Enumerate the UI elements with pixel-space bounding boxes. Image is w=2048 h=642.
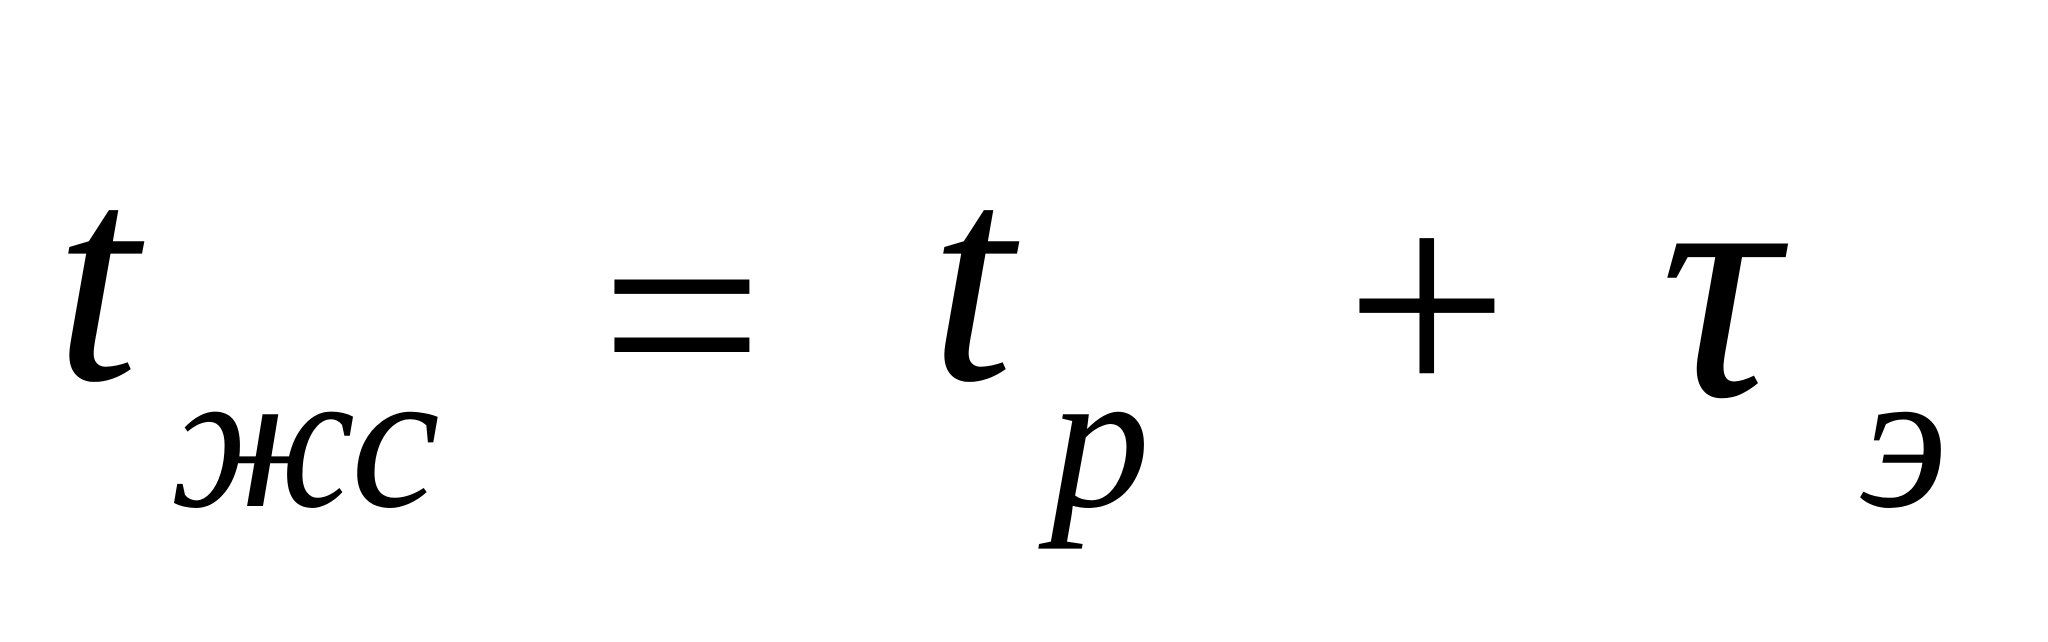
rhs-term2-variable: τ: [1660, 102, 1779, 467]
rhs-term2-subscript: э: [1860, 329, 1949, 550]
lhs-variable: t: [55, 112, 139, 444]
rhs-term1-subscript: р: [1050, 329, 1150, 550]
equals-sign: =: [600, 154, 764, 475]
plus-sign: +: [1345, 144, 1509, 465]
lhs-subscript: жс: [170, 329, 440, 550]
rhs-term1-variable: t: [930, 112, 1014, 444]
